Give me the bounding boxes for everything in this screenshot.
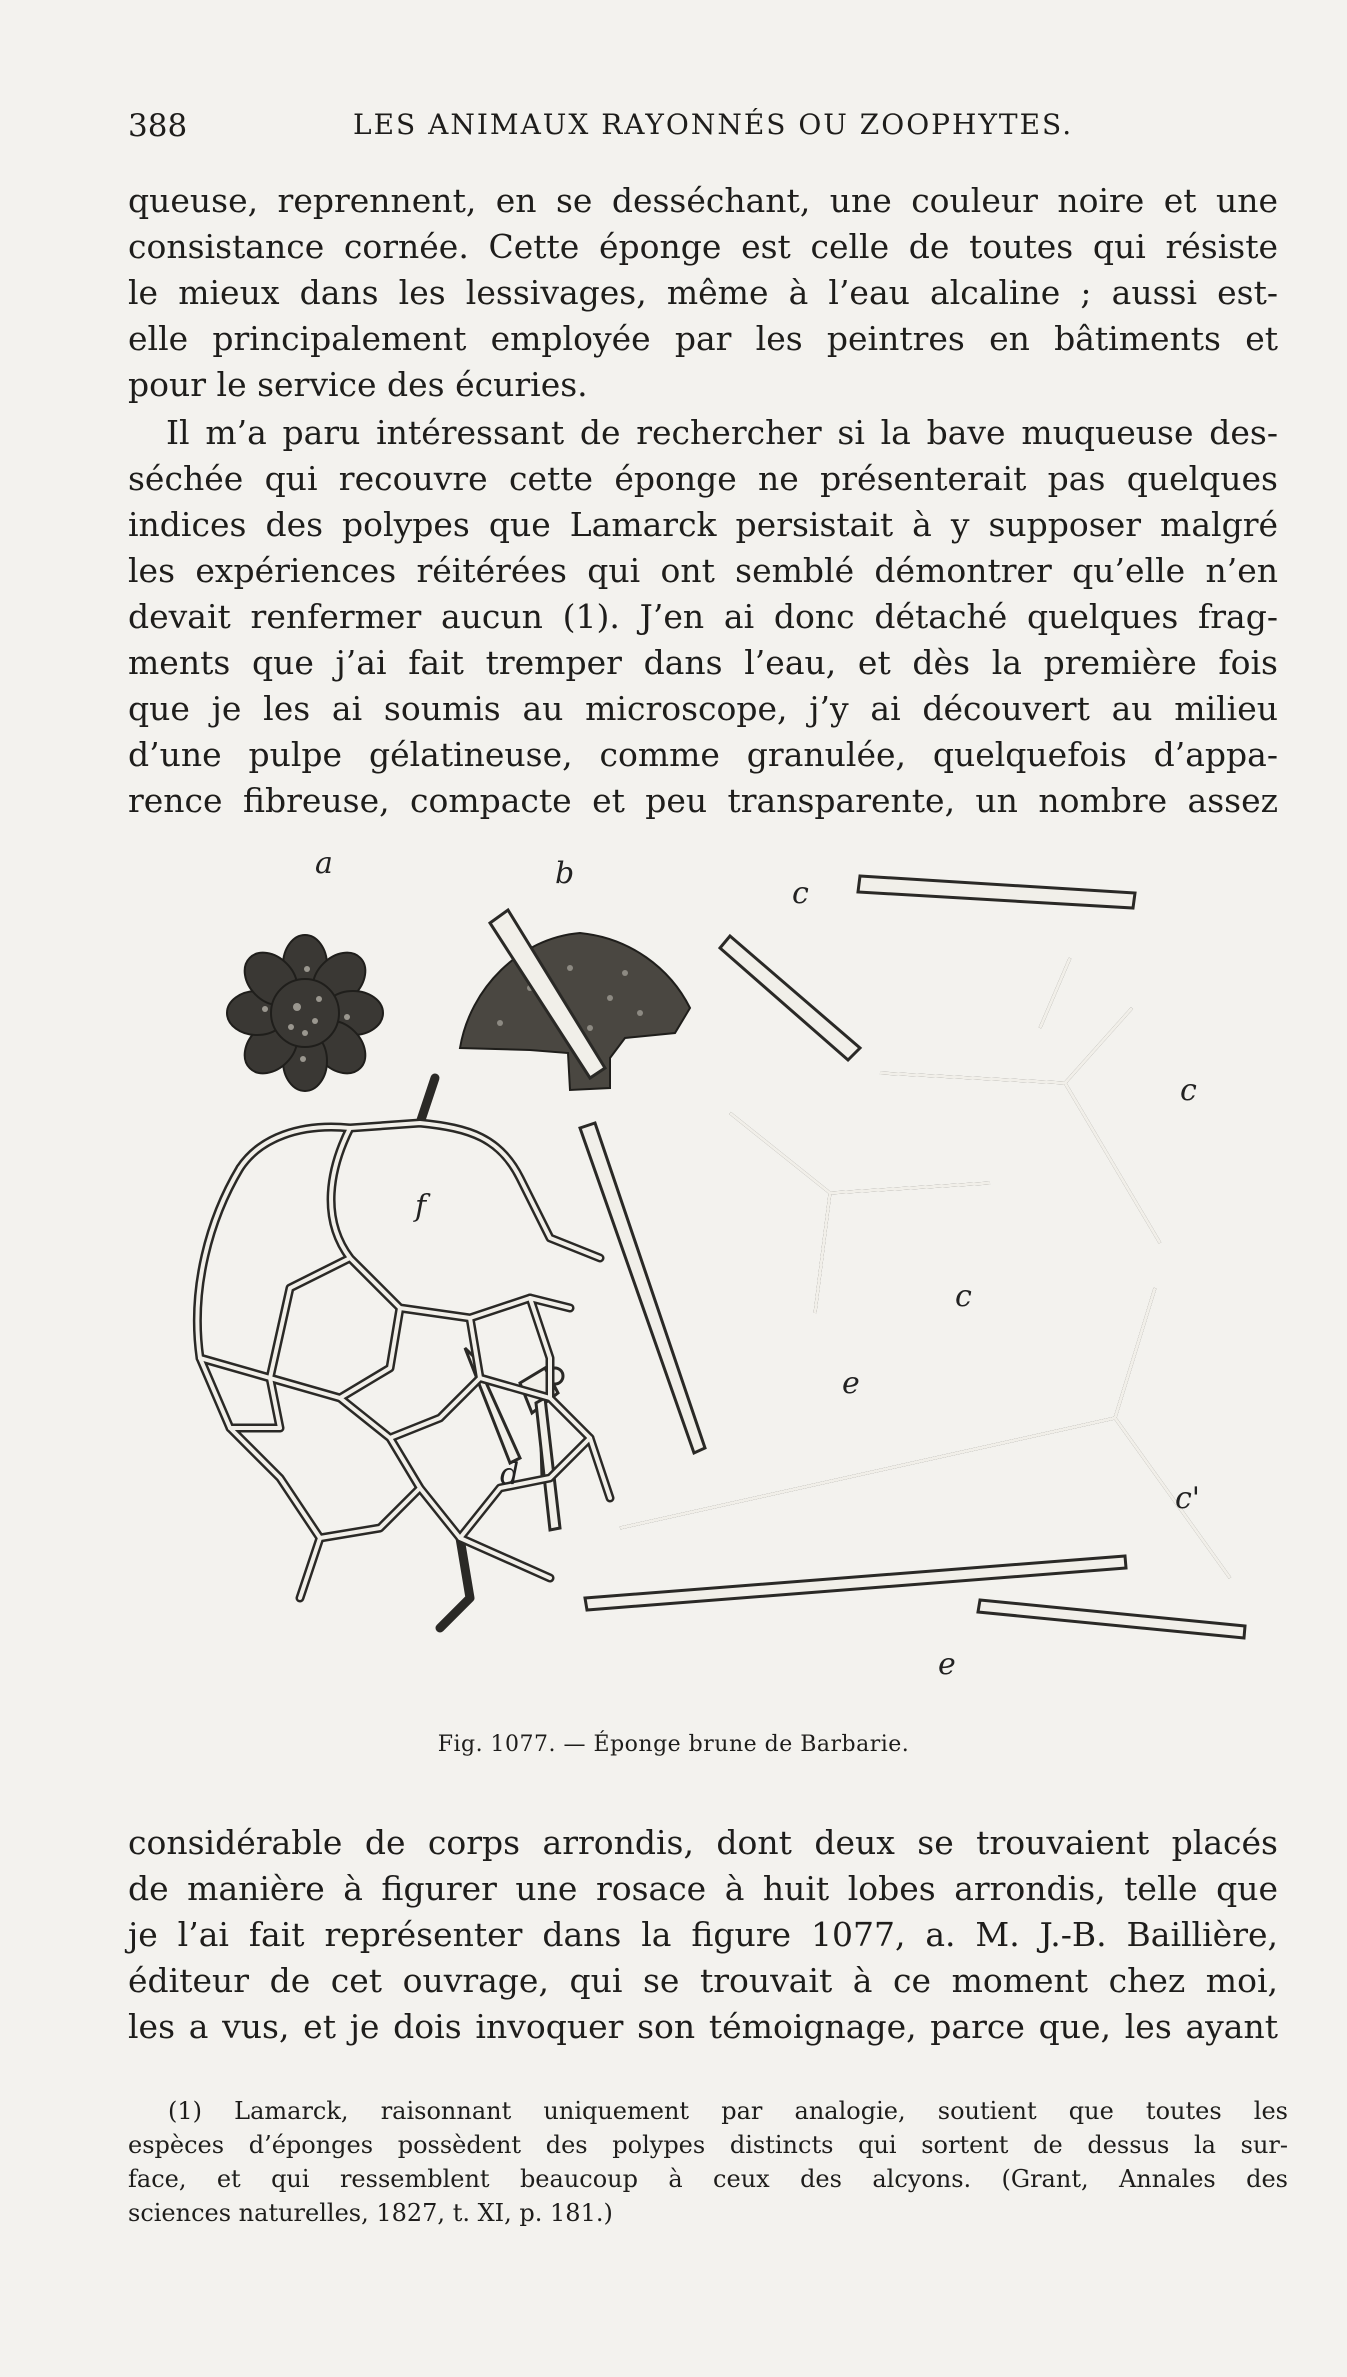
text-line: devait renfermer aucun (1). J’en ai donc détaché quelques frag- [128,597,1278,636]
paragraph-3 [128,1820,1278,2050]
text-line: le mieux dans les lessivages, même à l’eau alcaline ; aussi est- [128,273,1278,312]
text-line: d’une pulpe gélatineuse, comme granulée, quelquefois d’appa- [128,735,1278,774]
text-line: les a vus, et je dois invoquer son témoignage, parce que, les ayant [128,2007,1278,2046]
text-line: queuse, reprennent, en se desséchant, une couleur noire et une [128,181,1278,220]
text-line: rence fibreuse, compacte et peu transparente, un nombre assez [128,781,1278,820]
figure-label-d: d [500,1457,520,1492]
text-line: éditeur de cet ouvrage, qui se trouvait à ce moment chez moi, [128,1961,1278,2000]
figure-label-a: a [315,846,333,881]
text-line: consistance cornée. Cette éponge est celle de toutes qui résiste [128,227,1278,266]
paragraph-2 [128,410,1278,824]
text-line: séchée qui recouvre cette éponge ne présenterait pas quelques [128,459,1278,498]
text-line: indices des polypes que Lamarck persistait à y supposer malgré [128,505,1278,544]
footnote-line: face, et qui ressemblent beaucoup à ceux des alcyons. (Grant, Annales des [128,2165,1288,2193]
text-line: les expériences réitérées qui ont semblé démontrer qu’elle n’en [128,551,1278,590]
figure-label-c: c [792,876,809,911]
footnote-line: sciences naturelles, 1827, t. XI, p. 181.) [128,2199,613,2227]
text-line: ments que j’ai fait tremper dans l’eau, et dès la première fois [128,643,1278,682]
running-title: LES ANIMAUX RAYONNÉS OU ZOOPHYTES. [353,108,1074,141]
text-line: je l’ai fait représenter dans la figure 1077, a. M. J.-B. Baillière, [128,1915,1278,1954]
sponge-illustration [170,838,1280,1718]
text-line: Il m’a paru intéressant de rechercher si la bave muqueuse des- [166,413,1278,452]
page-number: 388 [128,108,188,144]
text-line: elle principalement employée par les peintres en bâtiments et [128,319,1278,358]
footnote-line: (1) Lamarck, raisonnant uniquement par analogie, soutient que toutes les [168,2097,1288,2125]
rosette-a-drawing [227,935,383,1091]
paragraph-1 [128,178,1278,408]
text-line: considérable de corps arrondis, dont deux se trouvaient placés [128,1823,1278,1862]
text-line: de manière à figurer une rosace à huit lobes arrondis, telle que [128,1869,1278,1908]
footnote [128,2094,1288,2230]
figure-1077 [170,838,1280,1758]
text-line: que je les ai soumis au microscope, j’y ai découvert au milieu [128,689,1278,728]
figure-label-e: e [938,1647,956,1682]
body-b-drawing [460,933,690,1090]
figure-label-c-prime: c' [1175,1481,1201,1516]
figure-label-c: c [1180,1073,1197,1108]
figure-caption: Fig. 1077. — Éponge brune de Barbarie. [437,1732,910,1757]
footnote-line: espèces d’éponges possèdent des polypes distincts qui sortent de dessus la sur- [128,2131,1288,2159]
figure-label-e: e [842,1366,860,1401]
figure-label-b: b [555,856,575,891]
page-header [128,108,1288,158]
text-line: pour le service des écuries. [128,365,588,404]
figure-label-f: f [415,1189,427,1224]
figure-label-c: c [955,1279,972,1314]
